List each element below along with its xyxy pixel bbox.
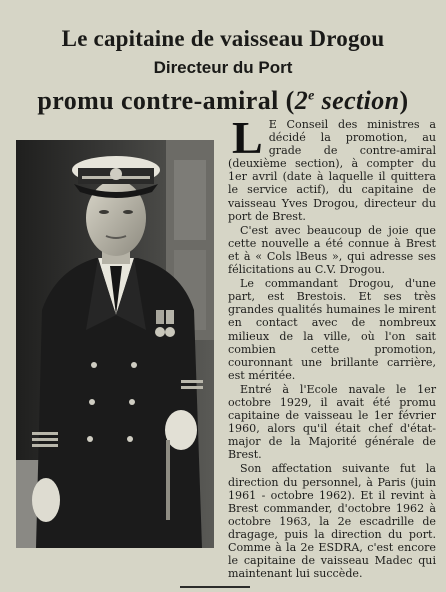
headline-promotion-number: 2 — [294, 86, 309, 115]
headline-title: Le capitaine de vaisseau Drogou — [61, 26, 385, 51]
headline-promotion-main: promu contre-amiral ( — [37, 86, 295, 115]
article-paragraph-text: E Conseil des ministres a décidé la promotion, au grade de contre-amiral (deuxième section), à compter du 1er avril (date à laquelle il quittera le service actif), du capitaine de vaisseau Yves Drogou, directeur du port de Brest. — [228, 118, 436, 223]
divider-rule — [180, 586, 250, 588]
headline-promotion-section: section — [314, 86, 400, 115]
article-paragraph: C'est avec beaucoup de joie que cette nouvelle a été connue à Brest et à « Cols lBeus », qui adresse ses félicitations au C.V. Drogou. — [228, 223, 436, 277]
drop-cap: L — [232, 112, 263, 163]
article-paragraph: Entré à l'Ecole navale le 1er octobre 1929, il avait été promu capitaine de vaisseau le 1er février 1960, alors qu'il était chef d'état-major de la Majorité générale de Brest. — [228, 382, 436, 462]
article-paragraph — [228, 112, 436, 223]
headline-promotion-close: ) — [399, 86, 409, 115]
article-paragraph: Son affectation suivante fut la direction du personnel, à Paris (juin 1961 - octobre 1962). Et il revint à Brest commander, d'octobre 1962 à octobre 1963, la 2e escadrille de dragage, puis la direction du port. Comme à la 2e ESDRA, c'est encore le capitaine de vaisseau Madec qui maintenant lui succède. — [228, 462, 436, 581]
headline-subtitle: Directeur du Port — [153, 58, 293, 77]
headline-promotion — [0, 86, 446, 116]
headline-promotion-sup: e — [308, 88, 315, 104]
article-body — [228, 112, 436, 584]
portrait-photo — [16, 140, 214, 548]
article-paragraph: Le commandant Drogou, d'une part, est Brestois. Et ses très grandes qualités humaines le mirent en contact avec de nombreux milieux de la ville, où l'on sait combien cette promotion, couronnant une brillante carrière, est méritée. — [228, 277, 436, 382]
